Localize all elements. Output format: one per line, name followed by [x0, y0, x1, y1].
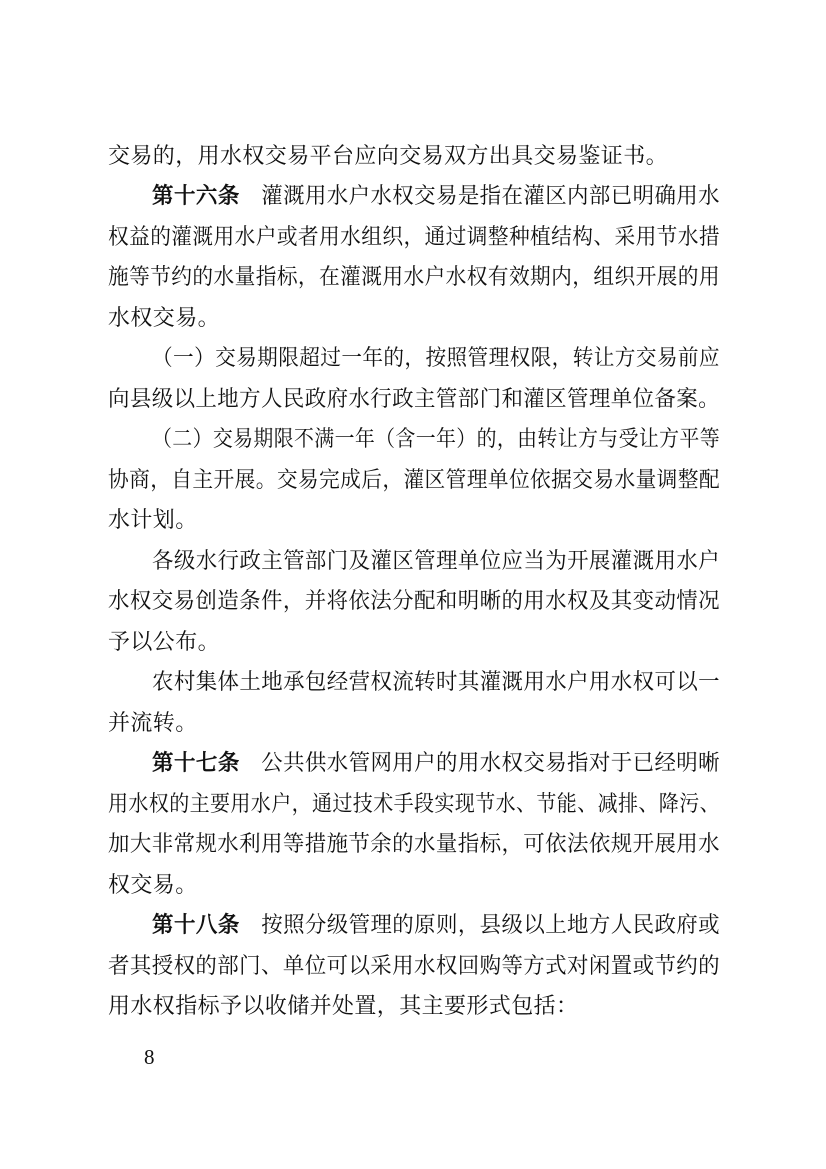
text-line — [108, 990, 720, 1024]
article-18-line — [152, 909, 720, 943]
line-text: 灌溉用水户水权交易是指在灌区内部已明确用水 — [261, 184, 720, 209]
text-line — [108, 869, 720, 903]
line-text: 并流转。 — [108, 711, 198, 736]
text-line — [152, 342, 720, 376]
line-text: 权益的灌溉用水户或者用水组织，通过调整种植结构、采用节水措 — [108, 225, 720, 250]
text-line — [108, 504, 720, 538]
text-line — [108, 626, 720, 660]
text-line — [108, 221, 720, 255]
line-text: （二）交易期限不满一年（含一年）的，由转让方与受让方平等 — [152, 427, 720, 452]
text-line — [108, 950, 721, 984]
article-heading: 第十八条 — [152, 913, 240, 938]
article-17-line — [152, 747, 720, 781]
text-line — [152, 666, 721, 700]
text-line — [108, 261, 720, 295]
line-text: 按照分级管理的原则，县级以上地方人民政府或 — [261, 913, 720, 938]
text-line — [108, 464, 720, 498]
article-16-line — [152, 180, 720, 214]
line-text: 予以公布。 — [108, 630, 221, 655]
text-line — [152, 423, 720, 457]
line-text: 施等节约的水量指标，在灌溉用水户水权有效期内，组织开展的用 — [108, 265, 720, 290]
line-text: 公共供水管网用户的用水权交易指对于已经明晰 — [261, 751, 720, 776]
text-line — [108, 707, 720, 741]
text-line — [108, 383, 721, 417]
page-number: 8 — [144, 1045, 155, 1069]
line-text: 协商，自主开展。交易完成后，灌区管理单位依据交易水量调整配 — [108, 468, 720, 493]
line-text: 向县级以上地方人民政府水行政主管部门和灌区管理单位备案。 — [108, 387, 721, 412]
line-text: 农村集体土地承包经营权流转时其灌溉用水户用水权可以一 — [152, 670, 721, 695]
text-line — [152, 545, 721, 579]
line-text: 各级水行政主管部门及灌区管理单位应当为开展灌溉用水户 — [152, 549, 721, 574]
line-text: 水权交易创造条件，并将依法分配和明晰的用水权及其变动情况 — [108, 589, 721, 614]
article-heading: 第十六条 — [152, 184, 240, 209]
line-text: 加大非常规水利用等措施节余的水量指标，可依法依规开展用水 — [108, 832, 721, 857]
text-line — [108, 140, 720, 174]
text-line — [108, 302, 720, 336]
text-line — [108, 788, 721, 822]
line-text: 水权交易。 — [108, 306, 221, 331]
line-text: 用水权指标予以收储并处置，其主要形式包括： — [108, 994, 579, 1019]
line-text: （一）交易期限超过一年的，按照管理权限，转让方交易前应 — [152, 346, 720, 371]
line-text: 交易的，用水权交易平台应向交易双方出具交易鉴证书。 — [108, 144, 669, 169]
text-line — [108, 828, 721, 862]
line-text: 权交易。 — [108, 873, 198, 898]
line-text: 用水权的主要用水户，通过技术手段实现节水、节能、减排、降污、 — [108, 792, 721, 817]
text-line — [108, 585, 721, 619]
line-text: 者其授权的部门、单位可以采用水权回购等方式对闲置或节约的 — [108, 954, 721, 979]
line-text: 水计划。 — [108, 508, 198, 533]
article-heading: 第十七条 — [152, 751, 240, 776]
